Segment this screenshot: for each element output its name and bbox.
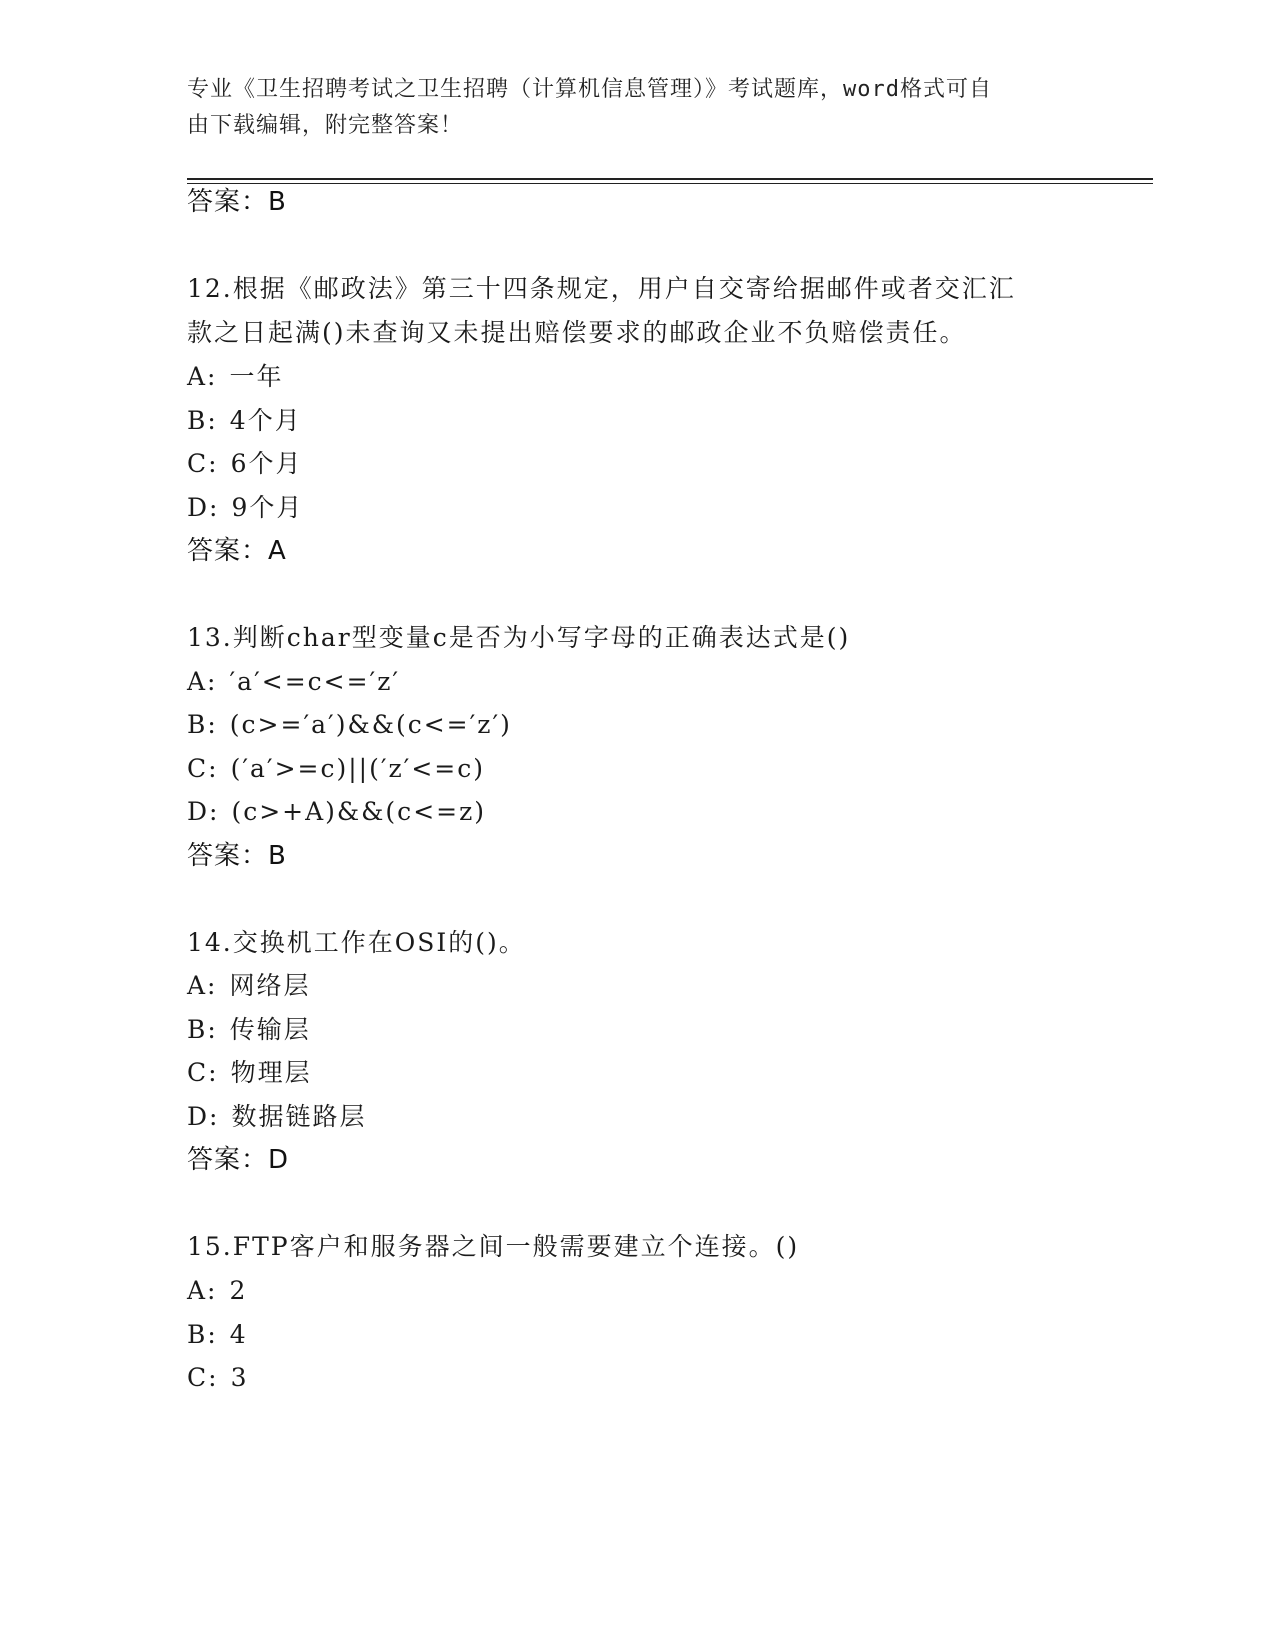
question-15-option-a [187,1276,247,1306]
option-key: C: [187,754,219,783]
header-line-1: 专业《卫生招聘考试之卫生招聘（计算机信息管理）》考试题库，word格式可自 [187,77,992,102]
option-text: (c>=′a′)&&(c<=′z′) [229,710,512,739]
question-12-stem-line-1: 12.根据《邮政法》第三十四条规定，用户自交寄给据邮件或者交汇汇 [187,274,1016,303]
header-line-2: 由下载编辑，附完整答案！ [187,113,464,138]
option-text: 3 [230,1363,249,1392]
question-14-option-b [187,1015,311,1045]
option-text: 4个月 [229,406,302,435]
question-13-answer: 答案：B [187,841,287,871]
option-text: 2 [229,1276,248,1305]
option-key: A: [187,667,218,696]
option-key: C: [187,1058,219,1087]
question-13-option-c [187,754,485,784]
option-key: D: [187,1102,220,1131]
question-14-answer: 答案：D [187,1145,290,1175]
question-15-option-c [187,1363,248,1393]
option-key: C: [187,1363,219,1392]
question-13-option-d [187,797,486,827]
header-divider-thick [187,178,1153,180]
option-text: 传输层 [229,1015,311,1044]
question-14-option-c [187,1058,312,1088]
question-15-option-b [187,1320,248,1350]
option-key: C: [187,449,219,478]
option-text: 4 [229,1320,248,1349]
question-12-option-b [187,406,302,436]
option-text: 数据链路层 [231,1102,367,1131]
question-12-option-d [187,493,303,523]
option-key: D: [187,493,220,522]
option-key: B: [187,1015,218,1044]
option-text: 6个月 [230,449,303,478]
question-13-stem-line-1: 13.判断char型变量c是否为小写字母的正确表达式是() [187,623,851,652]
option-key: B: [187,1320,218,1349]
option-text: 物理层 [230,1058,312,1087]
question-13-option-a [187,667,400,697]
previous-answer: 答案：B [187,187,287,217]
question-12-option-a [187,362,284,392]
option-text: 网络层 [229,971,311,1000]
document-header [187,72,1067,144]
option-text: ′a′<=c<=′z′ [229,667,401,696]
option-text: 9个月 [231,493,304,522]
question-14-option-a [187,971,311,1001]
option-key: B: [187,406,218,435]
option-key: D: [187,797,220,826]
question-12-option-c [187,449,302,479]
question-13-option-b [187,710,512,740]
question-15-stem-line-1: 15.FTP客户和服务器之间一般需要建立个连接。() [187,1232,800,1261]
option-text: (′a′>=c)||(′z′<=c) [230,754,485,783]
question-14-option-d [187,1102,366,1132]
option-key: B: [187,710,218,739]
header-divider-thin [187,183,1153,184]
question-14-stem-line-1: 14.交换机工作在OSI的()。 [187,928,526,957]
option-key: A: [187,971,218,1000]
question-12-answer: 答案：A [187,536,287,566]
option-key: A: [187,1276,218,1305]
question-12-stem-line-2: 款之日起满()未查询又未提出赔偿要求的邮政企业不负赔偿责任。 [187,318,967,347]
option-key: A: [187,362,218,391]
option-text: 一年 [229,362,284,391]
option-text: (c>+A)&&(c<=z) [231,797,487,826]
